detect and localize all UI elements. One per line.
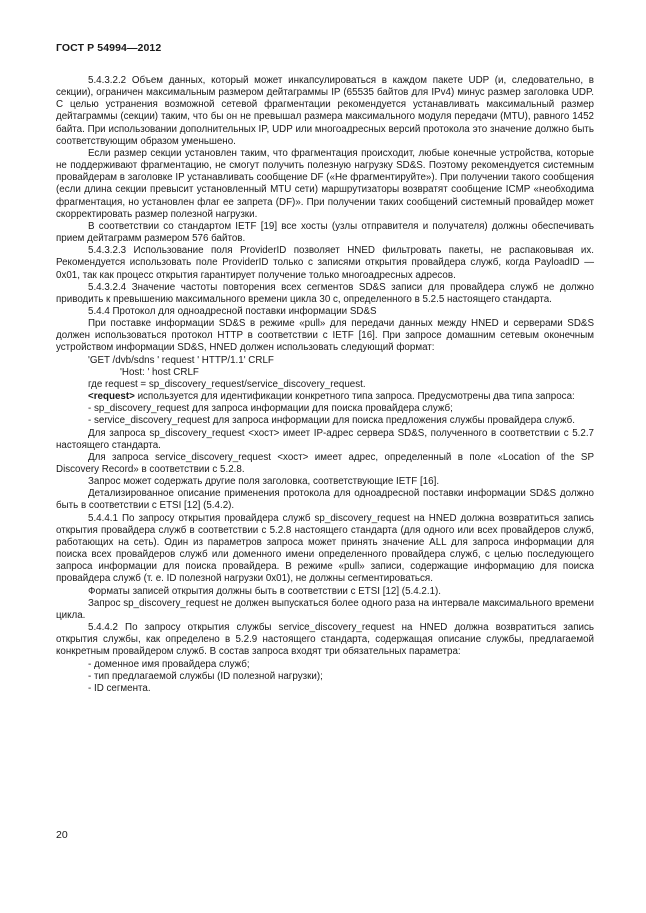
paragraph-record-formats: Форматы записей открытия должны быть в соответствии с ETSI [12] (5.4.2.1). (88, 585, 442, 597)
section-heading-5-4-4: 5.4.4 Протокол для одноадресной поставки информации SD&S (88, 305, 377, 317)
paragraph-header-fields: Запрос может содержать другие поля заголовка, соответствующие IETF [16]. (88, 476, 440, 488)
paragraph-5-4-4-2: 5.4.4.2 По запросу открытия службы service_discovery_request на HNED должна возвратиться запись открытия службы, как определено в 5.2.9 настоящего стандарта, содержащая описание службы, предлагаемой конкретным провайдером служб. В состав запроса входят три обязательных параметра: (56, 622, 594, 658)
paragraph-request-limit: Запрос sp_discovery_request не должен выпускаться более одного раза на интервале максимального времени цикла. (56, 597, 594, 621)
paragraph-5-4-3-2-4: 5.4.3.2.4 Значение частоты повторения всех сегментов SD&S записи для провайдера служб не должно приводить к превышению максимального времени цикла 30 с, определенного в 5.2.5 настоящего стандарта. (56, 281, 594, 305)
paragraph-etsi-detail: Детализированное описание применения протокола для одноадресной поставки информации SD&S должно быть в соответствии с ETSI [12] (5.4.2). (56, 488, 594, 512)
paragraph-pull-mode: При поставке информации SD&S в режиме «pull» для передачи данных между HNED и серверами SD&S должен использоваться протокол HTTP в соответствии с IETF [16]. При запросе домашним сетевым оконечным устройством информации SD&S, HNED должен использовать следующий формат: (56, 318, 594, 354)
list-item-service-discovery: - service_discovery_request для запроса информации для поиска предложения службы провайдера служб. (88, 415, 575, 427)
paragraph-request-types (56, 391, 594, 403)
list-item-sp-discovery: - sp_discovery_request для запроса информации для поиска провайдера служб; (88, 403, 453, 415)
page-number: 20 (56, 829, 68, 841)
list-item-domain: - доменное имя провайдера служб; (88, 658, 250, 670)
request-types-text: используется для идентификации конкретного типа запроса. Предусмотрены два типа запроса: (134, 391, 575, 403)
page-header: ГОСТ Р 54994—2012 (56, 42, 162, 54)
code-line-get: 'GET /dvb/sdns ' request ' HTTP/1.1' CRLF (88, 354, 274, 366)
paragraph-sp-host: Для запроса sp_discovery_request <хост> имеет IP-адрес сервера SD&S, полученного в соответствии с 5.2.7 настоящего стандарта. (56, 427, 594, 451)
paragraph-5-4-4-1: 5.4.4.1 По запросу открытия провайдера служб sp_discovery_request на HNED должна возвратиться запись открытия провайдера служб в соответствии с 5.2.8 настоящего стандарта (для одного или всех провайдеров служб, работающих на сеть). Один из параметров запроса может принять значение ALL для запроса информации для поиска всех провайдеров служб или доменного имени определенного провайдера служб, с целью последующего запроса информации для поиска провайдера. В режиме «pull» записи, содержащие информацию для поиска провайдера служб (т. е. ID полезной нагрузки 0x01), не должны сегментироваться. (56, 512, 594, 585)
paragraph-request-def: где request = sp_discovery_request/service_discovery_request. (88, 378, 366, 390)
paragraph-5-4-3-2-2: 5.4.3.2.2 Объем данных, который может инкапсулироваться в каждом пакете UDP (и, следовательно, в секции), ограничен максимальным размером дейтаграммы IP (65535 байтов для IPv4) минус размер заголовка UDP. С целью устранения возможной сетевой фрагментации рекомендуется устанавливать максимальный размер дейтаграммы (секции) таким, что бы он не превышал размера максимального модуля передачи (MTU), равного 1452 байта. При использовании дополнительных IP, UDP или многоадресных версий протокола это значение должно быть соответствующим образом уменьшено. (56, 75, 594, 147)
list-item-segment-id: - ID сегмента. (88, 682, 151, 694)
paragraph-ietf-hosts: В соответствии со стандартом IETF [19] все хосты (узлы отправителя и получателя) должны обеспечивать прием дейтаграмм размером 576 байтов. (56, 220, 594, 245)
code-line-host: 'Host: ' host CRLF (120, 366, 199, 378)
paragraph-5-4-3-2-3: 5.4.3.2.3 Использование поля ProviderID позволяет HNED фильтровать пакеты, не распаковывая их. Рекомендуется использовать поле ProviderID только с записями открытия провайдера служб, когда PayloadID — 0x01, так как процесс открытия гарантирует получение только многоадресных адресов. (56, 245, 594, 281)
list-item-service-type: - тип предлагаемой службы (ID полезной нагрузки); (88, 670, 323, 682)
request-term: <request> (88, 391, 135, 403)
paragraph-fragmentation: Если размер секции установлен таким, что фрагментация происходит, любые конечные устройства, которые не поддерживают фрагментацию, не смогут получить полезную нагрузку SD&S. Поэтому рекомендуется системным провайдерам в заголовке IP устанавливать сообщение DF («Не фрагментируйте»). При получении такого сообщения (если длина секции превысит установленный MTU сети) маршрутизаторы возвратят сообщение ICMP «необходима фрагментация, но установлен флаг ее запрета (DF)». При получении таких сообщений системный провайдер может скорректировать размер полезной нагрузки. (56, 147, 594, 220)
paragraph-service-host: Для запроса service_discovery_request <хост> имеет адрес, определенный в поле «Location of the SP Discovery Record» в соответствии с 5.2.8. (56, 451, 594, 475)
document-body (56, 75, 594, 695)
